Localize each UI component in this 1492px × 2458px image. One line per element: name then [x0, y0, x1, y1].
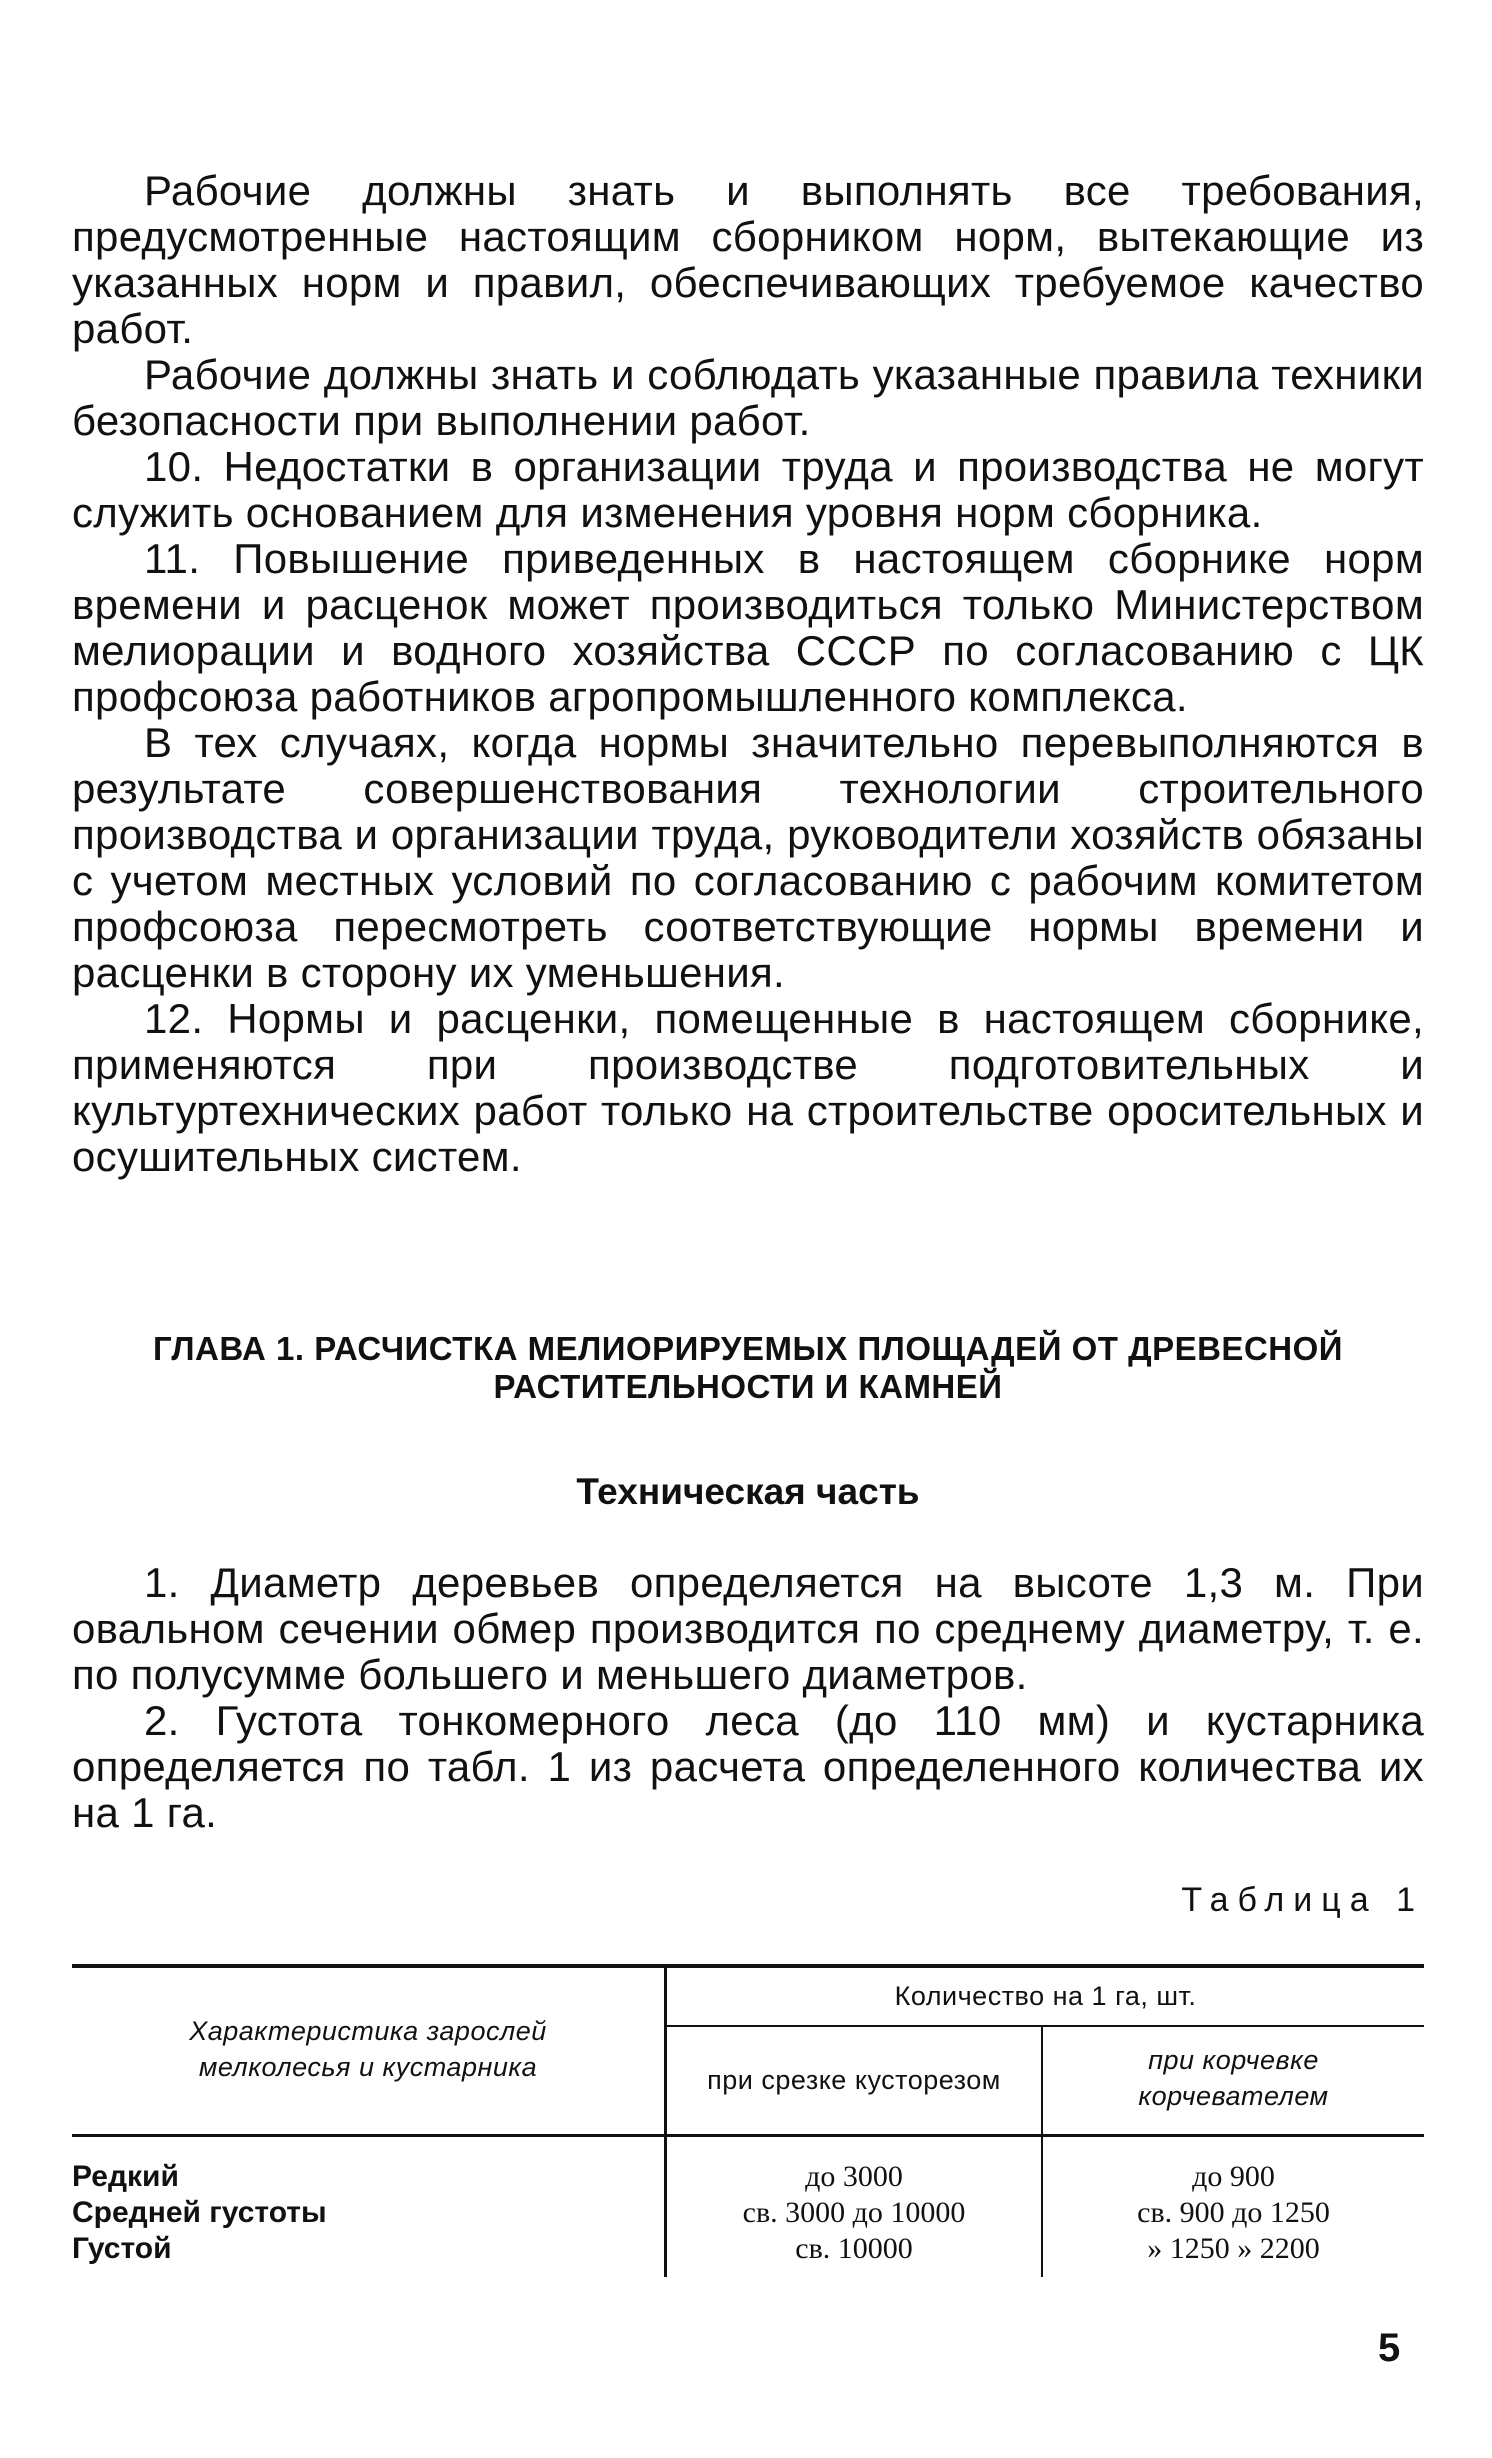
density-name: Густой	[72, 2232, 172, 2265]
header-text: при корчевке	[1148, 2045, 1319, 2076]
technical-text	[72, 1560, 1424, 1836]
header-text: Характеристика зарослей	[189, 2016, 547, 2046]
uprooting-value: до 900	[1192, 2160, 1275, 2193]
paragraph: 10. Недостатки в организации труда и производства не могут служить основанием для изменения уровня норм сборника.	[72, 443, 1424, 536]
paragraph: 11. Повышение приведенных в настоящем сборнике норм времени и расценок может производиться только Министерством мелиорации и водного хозяйства СССР по согласованию с ЦК профсоюза работников агропромышленного комплекса.	[72, 535, 1424, 720]
paragraph: Рабочие должны знать и соблюдать указанные правила техники безопасности при выполнении работ.	[72, 351, 1424, 444]
header-quantity-group: Количество на 1 га, шт.	[666, 1966, 1425, 2026]
header-text: мелколесья и кустарника	[198, 2052, 538, 2082]
intro-text	[72, 168, 1424, 1180]
cutting-value: св. 3000 до 10000	[742, 2196, 966, 2229]
cutting-value: до 3000	[805, 2160, 903, 2193]
density-name: Редкий	[72, 2160, 179, 2193]
paragraph: В тех случаях, когда нормы значительно перевыполняются в результате совершенствования технологии строительного производства и организации труда, руководители хозяйств обязаны с учетом местных условий по согласованию с рабочим комитетом профсоюза пересмотреть соответствующие нормы времени и расценки в сторону их уменьшения.	[72, 719, 1424, 996]
uprooting-value: св. 900 до 1250	[1137, 2196, 1330, 2229]
table-body-row	[72, 2136, 1424, 2278]
paragraph: 2. Густота тонкомерного леса (до 110 мм) и кустарника определяется по табл. 1 из расчета определенного количества их на 1 га.	[72, 1697, 1424, 1836]
header-uprooting	[1042, 2026, 1424, 2136]
density-table	[72, 1964, 1424, 2277]
chapter-heading-line: РАСТИТЕЛЬНОСТИ И КАМНЕЙ	[493, 1368, 1003, 1405]
paragraph: 1. Диаметр деревьев определяется на высоте 1,3 м. При овальном сечении обмер производится по среднему диаметру, т. е. по полусумме большего и меньшего диаметров.	[72, 1559, 1424, 1698]
header-text: корчевателем	[1138, 2081, 1329, 2112]
density-name: Средней густоты	[72, 2196, 327, 2229]
chapter-heading	[72, 1330, 1424, 1406]
paragraph: 12. Нормы и расценки, помещенные в настоящем сборнике, применяются при производстве подготовительных и культуртехнических работ только на строительстве оросительных и осушительных систем.	[72, 995, 1424, 1180]
document-page	[72, 168, 1424, 2277]
uprooting-value: » 1250 » 2200	[1147, 2232, 1320, 2265]
density-names-cell	[72, 2136, 666, 2278]
page-number: 5	[1378, 2326, 1401, 2370]
uprooting-values-cell	[1042, 2136, 1424, 2278]
header-cutting: при срезке кусторезом	[666, 2026, 1043, 2136]
cutting-values-cell	[666, 2136, 1043, 2278]
section-heading: Техническая часть	[576, 1471, 920, 1512]
table-caption: Таблица 1	[1181, 1881, 1424, 1919]
header-characteristic	[72, 1966, 666, 2136]
chapter-heading-line: ГЛАВА 1. РАСЧИСТКА МЕЛИОРИРУЕМЫХ ПЛОЩАДЕЙ ОТ ДРЕВЕСНОЙ	[152, 1330, 1343, 1367]
paragraph: Рабочие должны знать и выполнять все требования, предусмотренные настоящим сборником норм, вытекающие из указанных норм и правил, обеспечивающих требуемое качество работ.	[72, 167, 1424, 352]
cutting-value: св. 10000	[795, 2232, 913, 2265]
